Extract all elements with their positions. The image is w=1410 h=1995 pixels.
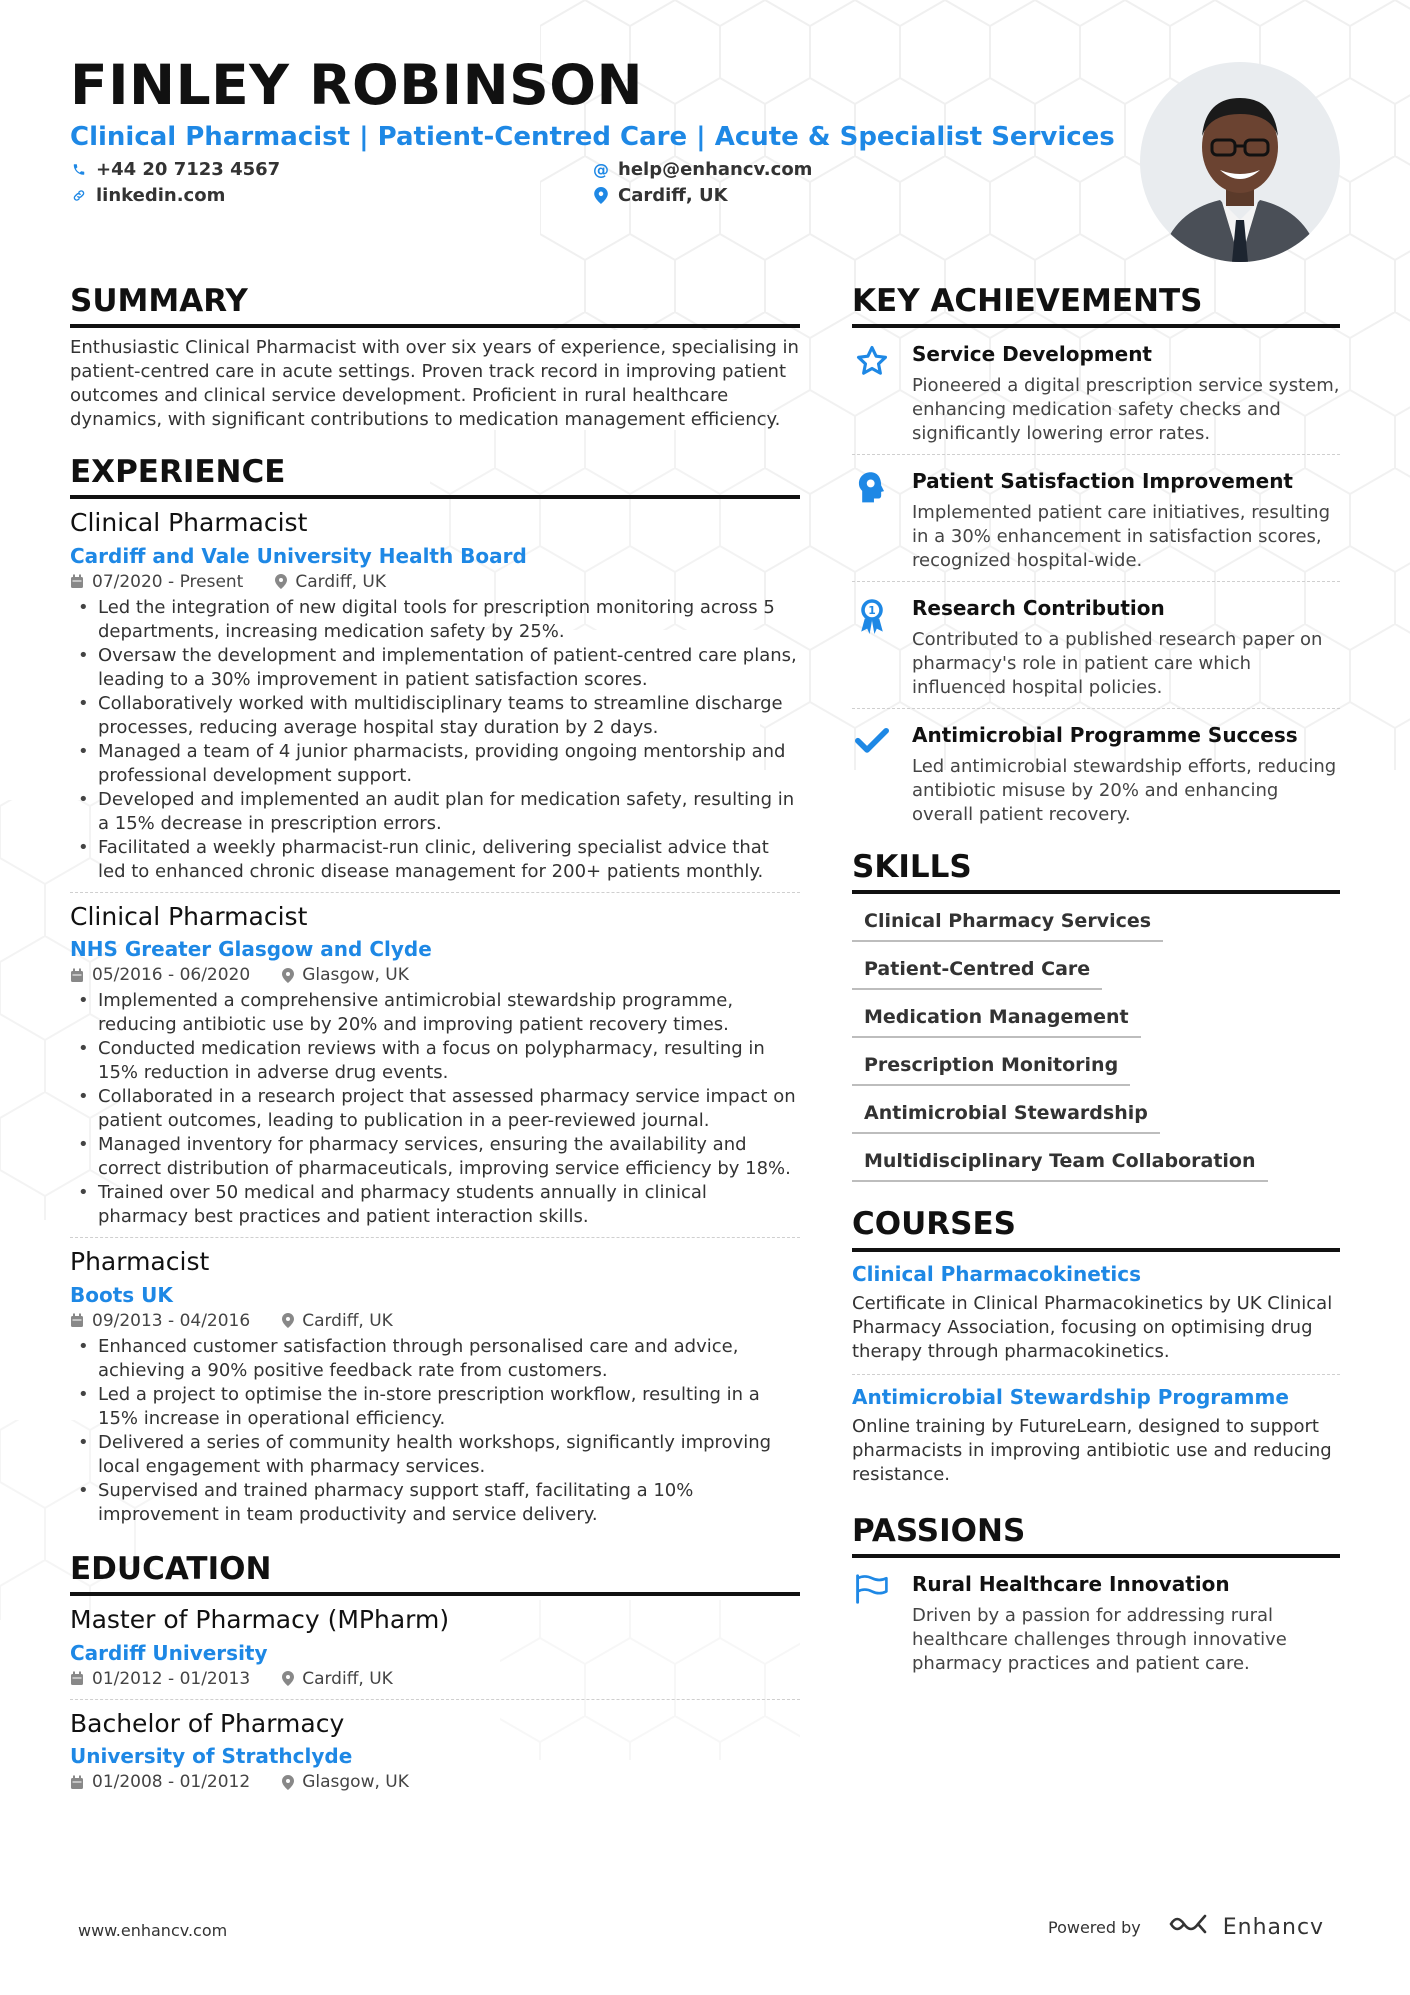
education-dates: 01/2012 - 01/2013 <box>92 1668 251 1689</box>
passion-description: Driven by a passion for addressing rural healthcare challenges through innovative pharmacy practices and patient care. <box>912 1604 1287 1674</box>
section-title-achievements: KEY ACHIEVEMENTS <box>852 283 1340 328</box>
achievement-title: Patient Satisfaction Improvement <box>912 469 1293 494</box>
experience-section <box>70 454 800 1535</box>
link-icon <box>72 188 86 203</box>
achievement-item <box>852 709 1340 835</box>
school-name: University of Strathclyde <box>70 1744 353 1769</box>
skills-list <box>852 894 1340 1190</box>
checkmark-icon <box>852 723 892 827</box>
profile-photo <box>1140 62 1340 262</box>
achievement-description: Pioneered a digital prescription service system, enhancing medication safety checks and significantly lowering error rates. <box>912 375 1340 445</box>
candidate-name: FINLEY ROBINSON <box>70 53 644 117</box>
section-title-education: EDUCATION <box>70 1551 800 1596</box>
head-icon <box>852 469 892 573</box>
company-name: Boots UK <box>70 1282 173 1307</box>
bullet: • Enhanced customer satisfaction through personalised care and advice, achieving a 90% positive feedback rate from customers. <box>70 1335 800 1383</box>
job-bullets <box>70 1335 800 1527</box>
brand-name: Enhancv <box>1222 1914 1325 1940</box>
degree: Bachelor of Pharmacy <box>70 1708 345 1738</box>
job-location: Cardiff, UK <box>295 571 386 592</box>
job-dates: 09/2013 - 04/2016 <box>92 1310 251 1331</box>
job-dates: 05/2016 - 06/2020 <box>92 965 251 986</box>
calendar-icon <box>70 1313 84 1328</box>
calendar-icon <box>70 968 84 983</box>
course-description: Online training by FutureLearn, designed to support pharmacists in improving antibiotic use and reducing resistance. <box>852 1415 1332 1485</box>
section-title-summary: SUMMARY <box>70 283 800 328</box>
education-meta <box>70 1669 800 1689</box>
company-name: Cardiff and Vale University Health Board <box>70 543 527 568</box>
education-meta <box>70 1772 800 1792</box>
calendar-icon <box>70 574 84 589</box>
job-meta <box>70 1311 800 1331</box>
education-location: Glasgow, UK <box>302 1772 409 1793</box>
degree: Master of Pharmacy (MPharm) <box>70 1605 450 1635</box>
skill-tag: Antimicrobial Stewardship <box>852 1094 1160 1134</box>
bullet: • Conducted medication reviews with a focus on polypharmacy, resulting in 15% reduction in adverse drug events. <box>70 1037 800 1085</box>
school-name: Cardiff University <box>70 1640 268 1665</box>
location-pin-icon <box>594 187 608 204</box>
bullet: • Managed inventory for pharmacy services, ensuring the availability and correct distribution of pharmaceuticals, improving service efficiency by 18%. <box>70 1133 800 1181</box>
bullet: • Oversaw the development and implementation of patient-centred care plans, leading to a 30% improvement in patient satisfaction scores. <box>70 644 800 692</box>
achievement-title: Research Contribution <box>912 596 1165 621</box>
course-description: Certificate in Clinical Pharmacokinetics by UK Clinical Pharmacy Association, focusing on optimising drug therapy through pharmacokinetics. <box>852 1292 1333 1362</box>
left-column <box>70 283 800 1824</box>
achievement-description: Contributed to a published research paper on pharmacy's role in patient care which influenced hospital policies. <box>912 629 1323 699</box>
experience-item <box>70 499 800 893</box>
course-item <box>852 1252 1340 1375</box>
summary-section <box>70 283 800 432</box>
section-title-passions: PASSIONS <box>852 1513 1340 1558</box>
job-title: Pharmacist <box>70 1247 210 1277</box>
experience-item <box>70 1238 800 1535</box>
passion-title: Rural Healthcare Innovation <box>912 1571 1230 1596</box>
job-bullets <box>70 596 800 884</box>
section-title-skills: SKILLS <box>852 849 1340 894</box>
contact-location: Cardiff, UK <box>594 185 728 206</box>
footer-branding[interactable] <box>1048 1912 1324 1942</box>
bullet: • Collaboratively worked with multidisciplinary teams to streamline discharge processes, reducing average hospital stay duration by 2 days. <box>70 692 800 740</box>
right-column <box>852 283 1340 1706</box>
summary-text: Enthusiastic Clinical Pharmacist with over six years of experience, specialising in patient-centred care in acute settings. Proven track record in improving patient outcomes and clinical service development. Proficient in rural healthcare dynamics, with significant contributions to medication management efficiency. <box>70 337 799 431</box>
courses-section <box>852 1206 1340 1496</box>
bullet: • Led a project to optimise the in-store prescription workflow, resulting in a 15% increase in operational efficiency. <box>70 1383 800 1431</box>
achievement-description: Led antimicrobial stewardship efforts, reducing antibiotic misuse by 20% and enhancing overall patient recovery. <box>912 756 1337 826</box>
job-meta <box>70 572 800 592</box>
education-section <box>70 1551 800 1802</box>
experience-item <box>70 893 800 1239</box>
location-pin-icon <box>282 1775 294 1790</box>
job-location: Cardiff, UK <box>302 1310 393 1331</box>
skill-tag: Clinical Pharmacy Services <box>852 902 1163 942</box>
section-title-experience: EXPERIENCE <box>70 454 800 499</box>
bullet: • Collaborated in a research project that assessed pharmacy service impact on patient outcomes, leading to publication in a peer-reviewed journal. <box>70 1085 800 1133</box>
passion-item <box>852 1558 1340 1684</box>
course-title: Antimicrobial Stewardship Programme <box>852 1384 1289 1409</box>
contact-email[interactable]: @ help@enhancv.com <box>593 159 813 180</box>
section-title-courses: COURSES <box>852 1206 1340 1251</box>
star-icon <box>852 342 892 446</box>
company-name: NHS Greater Glasgow and Clyde <box>70 937 432 962</box>
location-pin-icon <box>275 574 287 589</box>
job-title: Clinical Pharmacist <box>70 901 308 931</box>
calendar-icon <box>70 1671 84 1686</box>
skill-tag: Medication Management <box>852 998 1141 1038</box>
education-dates: 01/2008 - 01/2012 <box>92 1772 251 1793</box>
passions-section <box>852 1513 1340 1684</box>
skill-tag: Patient-Centred Care <box>852 950 1102 990</box>
bullet: • Implemented a comprehensive antimicrobial stewardship programme, reducing antibiotic use by 20% and improving patient recovery times. <box>70 989 800 1037</box>
achievement-item <box>852 328 1340 455</box>
achievement-item <box>852 455 1340 582</box>
achievement-title: Antimicrobial Programme Success <box>912 723 1298 748</box>
bullet: • Led the integration of new digital tools for prescription monitoring across 5 departments, increasing medication safety by 25%. <box>70 596 800 644</box>
skill-tag: Multidisciplinary Team Collaboration <box>852 1142 1268 1182</box>
job-bullets <box>70 989 800 1229</box>
skill-tag: Prescription Monitoring <box>852 1046 1130 1086</box>
contact-phone[interactable]: +44 20 7123 4567 <box>72 159 280 180</box>
education-item <box>70 1596 800 1700</box>
education-item <box>70 1700 800 1803</box>
course-title: Clinical Pharmacokinetics <box>852 1261 1141 1286</box>
location-pin-icon <box>282 1671 294 1686</box>
bullet: • Delivered a series of community health workshops, significantly improving local engagement with pharmacy services. <box>70 1431 800 1479</box>
calendar-icon <box>70 1775 84 1790</box>
powered-by-label: Powered by <box>1048 1917 1141 1937</box>
bullet: • Managed a team of 4 junior pharmacists, providing ongoing mentorship and professional development support. <box>70 740 800 788</box>
award-ribbon-icon <box>852 596 892 700</box>
bullet: • Supervised and trained pharmacy support staff, facilitating a 10% improvement in team productivity and service delivery. <box>70 1479 800 1527</box>
flag-icon <box>852 1572 892 1676</box>
achievements-section <box>852 283 1340 835</box>
headline: Clinical Pharmacist | Patient-Centred Care | Acute & Specialist Services <box>70 122 1115 152</box>
achievement-description: Implemented patient care initiatives, resulting in a 30% enhancement in satisfaction scores, recognized hospital-wide. <box>912 502 1331 572</box>
job-dates: 07/2020 - Present <box>92 571 244 592</box>
bullet: • Facilitated a weekly pharmacist-run clinic, delivering specialist advice that led to enhanced chronic disease management for 200+ patients monthly. <box>70 836 800 884</box>
svg-text:1: 1 <box>868 604 876 618</box>
bullet: • Trained over 50 medical and pharmacy students annually in clinical pharmacy best practices and patient interaction skills. <box>70 1181 800 1229</box>
location-pin-icon <box>282 1313 294 1328</box>
contact-linkedin[interactable]: linkedin.com <box>72 185 225 206</box>
footer-website[interactable]: www.enhancv.com <box>78 1921 228 1940</box>
enhancv-logo-icon <box>1167 1912 1213 1942</box>
phone-icon <box>72 162 86 177</box>
skills-section <box>852 849 1340 1190</box>
job-title: Clinical Pharmacist <box>70 508 308 538</box>
bullet: • Developed and implemented an audit plan for medication safety, resulting in a 15% decrease in prescription errors. <box>70 788 800 836</box>
job-meta <box>70 965 800 985</box>
location-pin-icon <box>282 968 294 983</box>
job-location: Glasgow, UK <box>302 965 409 986</box>
achievement-title: Service Development <box>912 342 1152 367</box>
education-location: Cardiff, UK <box>302 1668 393 1689</box>
achievement-item <box>852 582 1340 709</box>
at-icon: @ <box>593 160 609 179</box>
course-item <box>852 1375 1340 1497</box>
